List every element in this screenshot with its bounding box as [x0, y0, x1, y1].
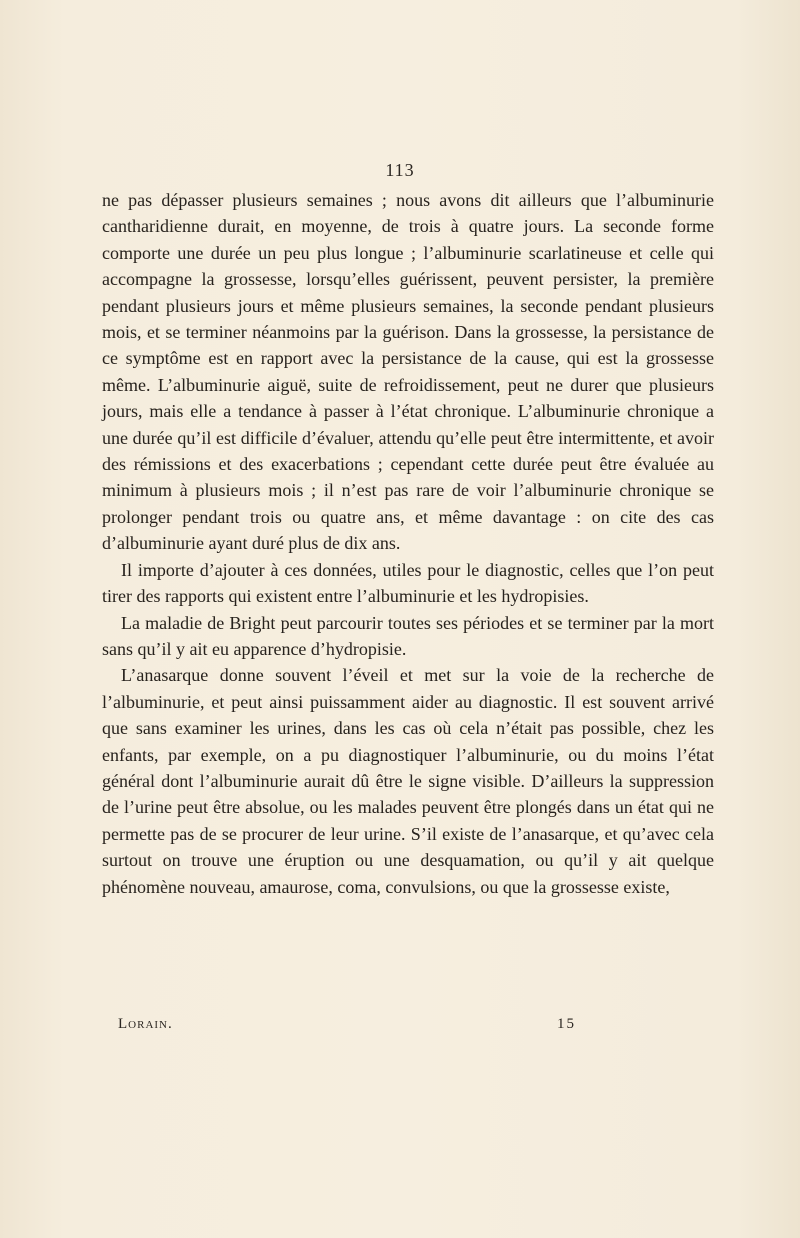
page-number: 113 — [385, 160, 415, 180]
paragraph: Il importe d’ajouter à ces données, utiles pour le diagnostic, celles que l’on peut tirer des rapports qui existent entre l’albuminurie et les hydropisies. — [102, 559, 714, 607]
paragraph: ne pas dépasser plusieurs semaines ; nous avons dit ailleurs que l’albuminurie cantharidienne durait, en moyenne, de trois à quatre jours. La seconde forme comporte une durée un peu plus longue ; l’albuminurie scarlatineuse et celle qui accompagne la grossesse, lorsqu’elles guérissent, peuvent persister, la première pendant plusieurs jours et même plusieurs semaines, la seconde pendant plusieurs mois, et se terminer néanmoins par la guérison. Dans la grossesse, la persistance de ce symptôme est en rapport avec la persistance de la cause, qui est la grossesse même. L’albuminurie aiguë, suite de refroidissement, peut ne durer que plusieurs jours, mais elle a tendance à passer à l’état chronique. L’albuminurie chronique a une durée qu’il est difficile d’évaluer, attendu qu’elle peut être intermittente, et avoir des rémissions et des exacerbations ; cependant cette durée peut être évaluée au minimum à plusieurs mois ; il n’est pas rare de voir l’albuminurie chronique se prolonger pendant trois ou quatre ans, et même davantage : on cite des cas d’albuminurie ayant duré plus de dix ans. — [102, 190, 714, 554]
body-text — [102, 187, 714, 900]
footer-author: Lorain. — [118, 1016, 173, 1032]
paragraph: L’anasarque donne souvent l’éveil et met sur la voie de la recherche de l’albuminurie, et peut ainsi puissamment aider au diagnostic. Il est souvent arrivé que sans examiner les urines, dans les cas où cela n’était pas possible, chez les enfants, par exemple, on a pu diagnostiquer l’albuminurie, ou du moins l’état général dont l’albuminurie aurait dû être le signe visible. D’ailleurs la suppression de l’urine peut être absolue, ou les malades peuvent être plongés dans un état qui ne permette pas de se procurer de leur urine. S’il existe de l’anasarque, et qu’avec cela surtout on trouve une éruption ou une desquamation, ou qu’il y ait quelque phénomène nouveau, amaurose, coma, convulsions, ou que la grossesse existe, — [102, 665, 714, 897]
page-footer — [118, 1016, 576, 1033]
paragraph: La maladie de Bright peut parcourir toutes ses périodes et se terminer par la mort sans qu’il y ait eu apparence d’hydropisie. — [102, 612, 714, 659]
footer-signature: 15 — [557, 1016, 576, 1032]
